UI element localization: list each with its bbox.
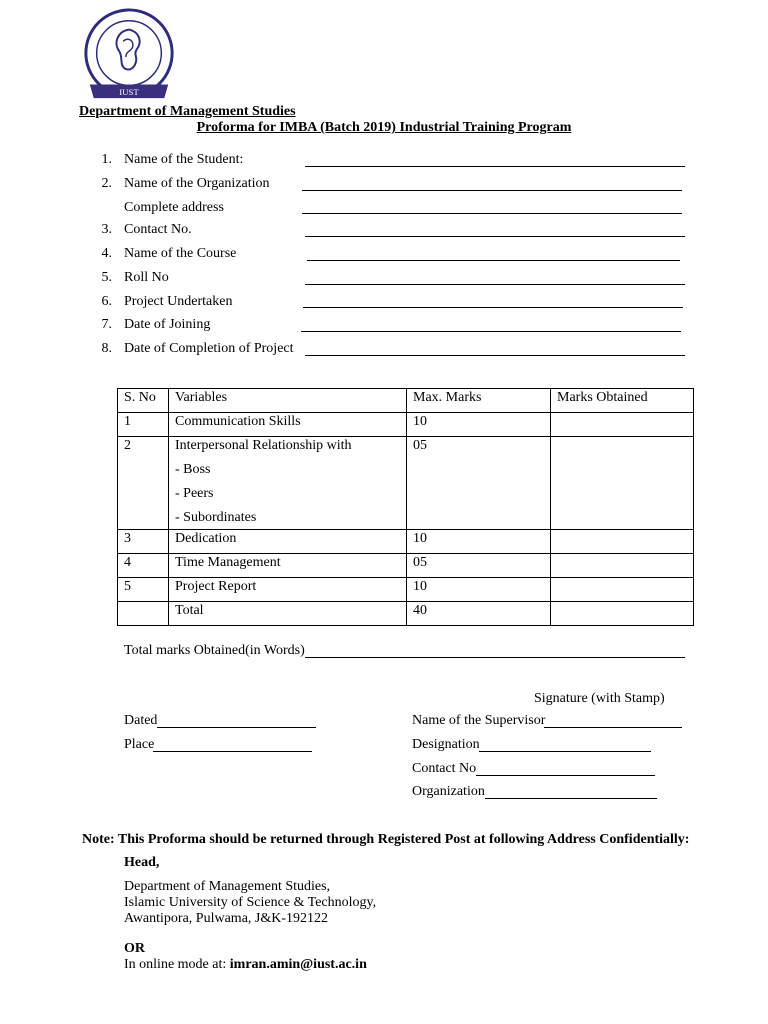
marks-table: [117, 388, 694, 626]
supervisor-line[interactable]: [544, 727, 682, 728]
table-row: [118, 437, 694, 530]
field-label-contact: Contact No.: [124, 222, 192, 237]
cell-marks-obtained[interactable]: [551, 413, 694, 437]
cell-marks-obtained[interactable]: [551, 578, 694, 602]
contact-line[interactable]: [305, 236, 685, 237]
cell-variable: Dedication: [169, 530, 407, 554]
cell-variable: Time Management: [169, 554, 407, 578]
department-heading: Department of Management Studies: [79, 104, 296, 119]
header-marks-obtained: Marks Obtained: [551, 389, 694, 413]
table-row: [118, 413, 694, 437]
cell-sno: 4: [118, 554, 169, 578]
online-prefix: In online mode at:: [124, 957, 230, 972]
field-label-roll-no: Roll No: [124, 270, 169, 285]
organization-label: Organization: [412, 784, 485, 799]
proforma-title: Proforma for IMBA (Batch 2019) Industrial Training Program: [196, 120, 572, 135]
cell-total-max: 40: [407, 602, 551, 626]
header-max-marks: Max. Marks: [407, 389, 551, 413]
note-head: Head,: [124, 855, 160, 870]
cell-variable: Project Report: [169, 578, 407, 602]
total-words-line[interactable]: [305, 657, 685, 658]
cell-sno: 2: [118, 437, 169, 530]
project-line[interactable]: [303, 307, 683, 308]
online-mode-line: [124, 957, 367, 973]
total-words-label: Total marks Obtained(in Words): [124, 643, 305, 658]
cell-total-obtained[interactable]: [551, 602, 694, 626]
cell-variable: [169, 437, 407, 530]
cell-marks-obtained[interactable]: [551, 554, 694, 578]
field-label-course: Name of the Course: [124, 246, 237, 261]
field-label-project: Project Undertaken: [124, 294, 233, 309]
contact-email[interactable]: imran.amin@iust.ac.in: [229, 957, 367, 972]
table-row: [118, 554, 694, 578]
signature-stamp-label: Signature (with Stamp): [534, 691, 665, 706]
field-number: 5.: [101, 270, 112, 285]
cell-max-marks: 10: [407, 530, 551, 554]
or-label: OR: [124, 941, 145, 956]
cell-marks-obtained[interactable]: [551, 530, 694, 554]
address-line-2: Islamic University of Science & Technology,: [124, 895, 377, 910]
supervisor-contact-label: Contact No: [412, 761, 477, 776]
dated-label: Dated: [124, 713, 158, 728]
field-label-address: Complete address: [124, 200, 224, 215]
table-row: [118, 578, 694, 602]
organization-line[interactable]: [302, 190, 682, 191]
student-name-line[interactable]: [305, 166, 685, 167]
cell-marks-obtained[interactable]: [551, 437, 694, 530]
dated-line[interactable]: [157, 727, 316, 728]
field-label-completion-date: Date of Completion of Project: [124, 341, 294, 356]
cell-max-marks: 05: [407, 437, 551, 530]
address-line-1: Department of Management Studies,: [124, 879, 331, 894]
cell-max-marks: 05: [407, 554, 551, 578]
field-number: 4.: [101, 246, 112, 261]
field-number: 1.: [101, 152, 112, 167]
table-total-row: [118, 602, 694, 626]
supervisor-label: Name of the Supervisor: [412, 713, 546, 728]
place-line[interactable]: [153, 751, 312, 752]
table-header-row: [118, 389, 694, 413]
supervisor-contact-line[interactable]: [476, 775, 655, 776]
header-variables: Variables: [169, 389, 407, 413]
cell-total-label: Total: [169, 602, 407, 626]
field-number: 8.: [101, 341, 112, 356]
joining-date-line[interactable]: [301, 331, 681, 332]
header-sno: S. No: [118, 389, 169, 413]
designation-label: Designation: [412, 737, 480, 752]
variable-title: Interpersonal Relationship with: [175, 438, 352, 453]
field-number: 3.: [101, 222, 112, 237]
cell-sno: 5: [118, 578, 169, 602]
cell-variable: Communication Skills: [169, 413, 407, 437]
field-label-student-name: Name of the Student:: [124, 152, 244, 167]
completion-date-line[interactable]: [305, 355, 685, 356]
table-row: [118, 530, 694, 554]
field-label-organization: Name of the Organization: [124, 176, 270, 191]
designation-line[interactable]: [479, 751, 651, 752]
field-number: 6.: [101, 294, 112, 309]
variable-sub-boss: - Boss: [175, 462, 211, 477]
field-label-joining-date: Date of Joining: [124, 317, 211, 332]
field-number: 7.: [101, 317, 112, 332]
note-text: Note: This Proforma should be returned through Registered Post at following Address Confidentially:: [82, 832, 690, 847]
variable-sub-peers: - Peers: [175, 486, 214, 501]
university-logo: [80, 8, 178, 106]
field-number: 2.: [101, 176, 112, 191]
roll-no-line[interactable]: [305, 284, 685, 285]
place-label: Place: [124, 737, 155, 752]
organization-sign-line[interactable]: [485, 798, 657, 799]
address-line[interactable]: [302, 213, 682, 214]
cell-sno: 3: [118, 530, 169, 554]
cell-sno: 1: [118, 413, 169, 437]
cell-max-marks: 10: [407, 413, 551, 437]
logo-text: IUST: [119, 87, 139, 98]
course-line[interactable]: [307, 260, 680, 261]
variable-sub-subordinates: - Subordinates: [175, 510, 257, 525]
cell-sno: [118, 602, 169, 626]
address-line-3: Awantipora, Pulwama, J&K-192122: [124, 911, 329, 926]
cell-max-marks: 10: [407, 578, 551, 602]
